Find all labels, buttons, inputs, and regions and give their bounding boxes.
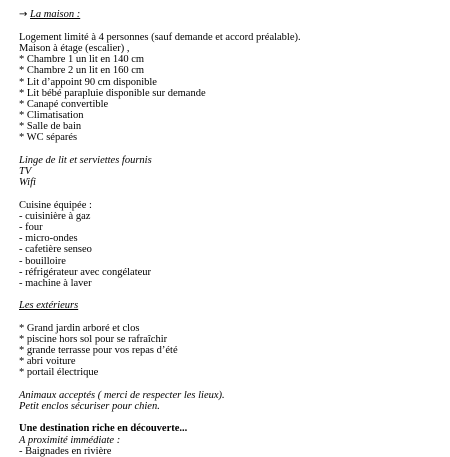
linge-line: Linge de lit et serviettes fournis (19, 154, 152, 166)
document-page (19, 0, 439, 457)
cuisine-item: - réfrigérateur avec congélateur (19, 266, 152, 278)
cuisine-item: - bouilloire (19, 255, 66, 267)
exterieurs-item: * abri voiture (19, 356, 76, 368)
exterieurs-heading: Les extérieurs (19, 300, 79, 312)
exterieurs-item: * piscine hors sol pour se rafraîchir (19, 333, 168, 345)
heading-la-maison: La maison : (30, 9, 81, 20)
destination-item: - Baignades en rivière (19, 445, 112, 457)
cuisine-item: - cafetière senseo (19, 244, 92, 256)
exterieurs-item: * grande terrasse pour vos repas d’été (19, 345, 178, 357)
enclos-line: Petit enclos sécuriser pour chien. (19, 400, 160, 412)
animaux-line: Animaux acceptés ( merci de respecter les lieux). (19, 389, 225, 401)
cuisine-item: - micro-ondes (19, 233, 78, 245)
section-heading-maison (19, 9, 439, 20)
arrow-right-icon: → (19, 9, 28, 20)
cuisine-item: - cuisinière à gaz (19, 210, 91, 222)
exterieurs-item: * portail électrique (19, 367, 99, 379)
logement-item: * Salle de bain (19, 121, 82, 133)
proximite-subtitle: A proximité immédiate : (19, 434, 121, 446)
logement-item: * Chambre 2 un lit en 160 cm (19, 65, 145, 77)
logement-item: * Canapé convertible (19, 98, 109, 110)
cuisine-item: - four (19, 221, 43, 233)
logement-item: * Chambre 1 un lit en 140 cm (19, 54, 145, 66)
logement-item: * Climatisation (19, 110, 84, 122)
wifi-line: Wifi (19, 177, 36, 189)
logement-item: * Lit bébé parapluie disponible sur demande (19, 87, 206, 99)
logement-item: * Lit d’appoint 90 cm disponible (19, 76, 157, 88)
destination-heading: Une destination riche en découverte... (19, 423, 188, 435)
tv-line: TV (19, 166, 32, 178)
cuisine-item: - machine à laver (19, 277, 92, 289)
cuisine-title: Cuisine équipée : (19, 199, 92, 211)
logement-item: * WC séparés (19, 132, 78, 144)
logement-line-1: Logement limité à 4 personnes (sauf demande et accord préalable). (19, 31, 301, 43)
logement-line-2: Maison à étage (escalier) , (19, 42, 130, 54)
exterieurs-item: * Grand jardin arboré et clos (19, 322, 140, 334)
